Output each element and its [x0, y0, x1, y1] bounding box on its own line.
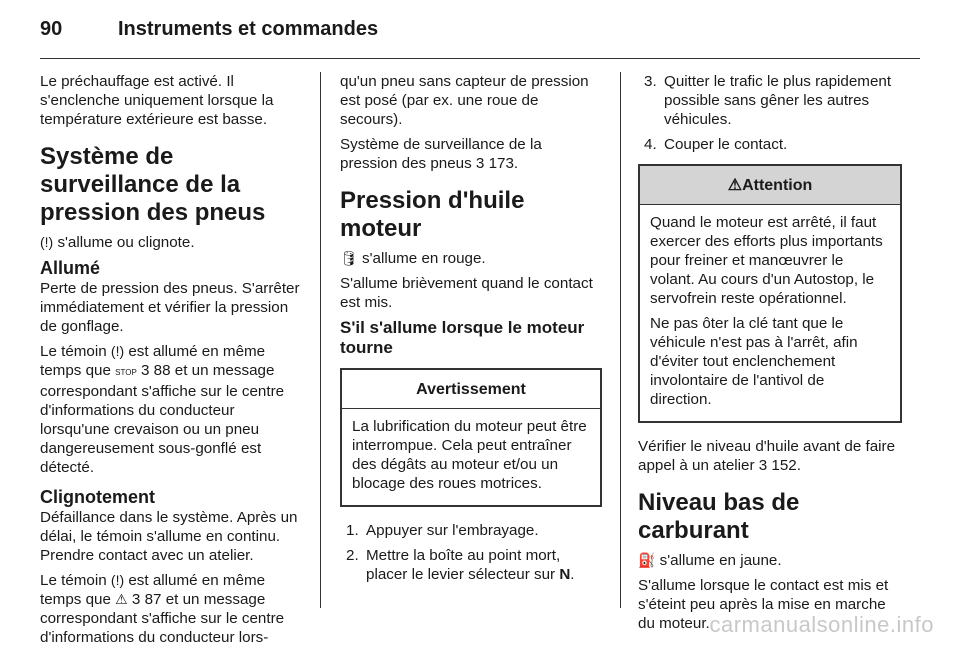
tpms-reference: Système de surveillance de la pression des pneus 3 173.	[340, 136, 542, 172]
oil-paragraph: S'allume brièvement quand le contact est mis.	[340, 275, 593, 311]
clignotement-paragraph-2: Le témoin (!) est allumé en même temps que ⚠ 3 87 et un message correspondant s'affiche sur le centre d'informations du conducteur lors-	[40, 572, 285, 646]
clignotement-paragraph-1: Défaillance dans le système. Après un délai, le témoin s'allume en continu. Prendre contact avec un atelier.	[40, 509, 298, 564]
tpms-heading: Système de surveillance de la pression des pneus	[40, 143, 266, 226]
fuel-paragraph: S'allume lorsque le contact est mis et s'éteint peu après la mise en marche du moteur.	[638, 577, 889, 632]
engine-running-heading: S'il s'allume lorsque le moteur tourne	[340, 318, 585, 357]
tire-pressure-icon: (!)	[40, 234, 54, 250]
allume-paragraph-2: Le témoin (!) est allumé en même temps que STOP 3 88 et un message correspondant s'affiche sur le centre d'informations du conducteur lorsqu'une crevaison ou un pneu dangereusement sous-gonflé est détecté.	[40, 343, 285, 476]
attention-box	[638, 164, 902, 423]
allume-paragraph-1: Perte de pression des pneus. S'arrêter immédiatement et vérifier la pression de gonflage.	[40, 280, 300, 335]
warning-box	[340, 368, 602, 507]
fuel-icon-line: ⛽ s'allume en jaune.	[638, 552, 782, 569]
tire-pressure-icon: (!)	[110, 343, 125, 359]
column-1	[40, 72, 302, 653]
header-rule	[40, 58, 920, 59]
warning-box-text: La lubrification du moteur peut être interrompue. Cela peut entraîner des dégâts au moteur et/ou un blocage des roues motrices.	[352, 418, 587, 492]
tire-pressure-icon: (!)	[110, 572, 125, 588]
watermark: carmanualsonline.info	[709, 612, 934, 637]
low-fuel-heading: Niveau bas de carburant	[638, 489, 800, 544]
attention-box-title: ⚠Attention	[640, 166, 900, 204]
column-2	[340, 72, 602, 590]
steps-list-1	[340, 521, 602, 584]
service-vehicle-icon: ⚠	[115, 591, 128, 607]
oil-check-paragraph: Vérifier le niveau d'huile avant de faire appel à un atelier 3 152.	[638, 438, 896, 474]
fuel-pump-icon: ⛽	[638, 552, 656, 568]
page-header	[40, 18, 920, 50]
list-item: 3. Quitter le trafic le plus rapidement possible sans gêner les autres véhicules.	[644, 73, 892, 128]
clignotement-heading: Clignotement	[40, 487, 155, 507]
page-number: 90	[40, 18, 63, 40]
list-item: 1. Appuyer sur l'embrayage.	[346, 522, 539, 539]
list-item: 2. Mettre la boîte au point mort, placer le levier sélecteur sur N.	[346, 547, 575, 583]
oil-pressure-heading: Pression d'huile moteur	[340, 187, 525, 242]
column-3	[638, 72, 902, 639]
column-divider-1	[320, 72, 321, 608]
oil-can-icon: 🛢	[340, 250, 358, 266]
page-title: Instruments et commandes	[118, 18, 379, 40]
oil-icon-line: 🛢 s'allume en rouge.	[340, 250, 486, 267]
stop-icon: STOP	[115, 368, 137, 377]
attention-box-text-1: Quand le moteur est arrêté, il faut exercer des efforts plus importants pour freiner et manœuvrer le volant. Au cours d'un Autostop, le servofrein reste opérationnel.	[650, 214, 883, 307]
column-divider-2	[620, 72, 621, 608]
continued-paragraph: qu'un pneu sans capteur de pression est posé (par ex. une roue de secours).	[340, 73, 589, 128]
warning-box-title: Avertissement	[416, 381, 526, 398]
tpms-icon-line: (!) s'allume ou clignote.	[40, 234, 195, 251]
warning-triangle-icon: ⚠	[727, 177, 743, 194]
attention-box-text-2: Ne pas ôter la clé tant que le véhicule n'est pas à l'arrêt, afin d'éviter tout enclenchement involontaire de l'antivol de direction.	[650, 315, 858, 408]
allume-heading: Allumé	[40, 258, 101, 278]
steps-list-2	[638, 72, 902, 154]
list-item: 4. Couper le contact.	[644, 136, 788, 153]
intro-paragraph: Le préchauffage est activé. Il s'enclenche uniquement lorsque la température extérieure est basse.	[40, 73, 274, 128]
